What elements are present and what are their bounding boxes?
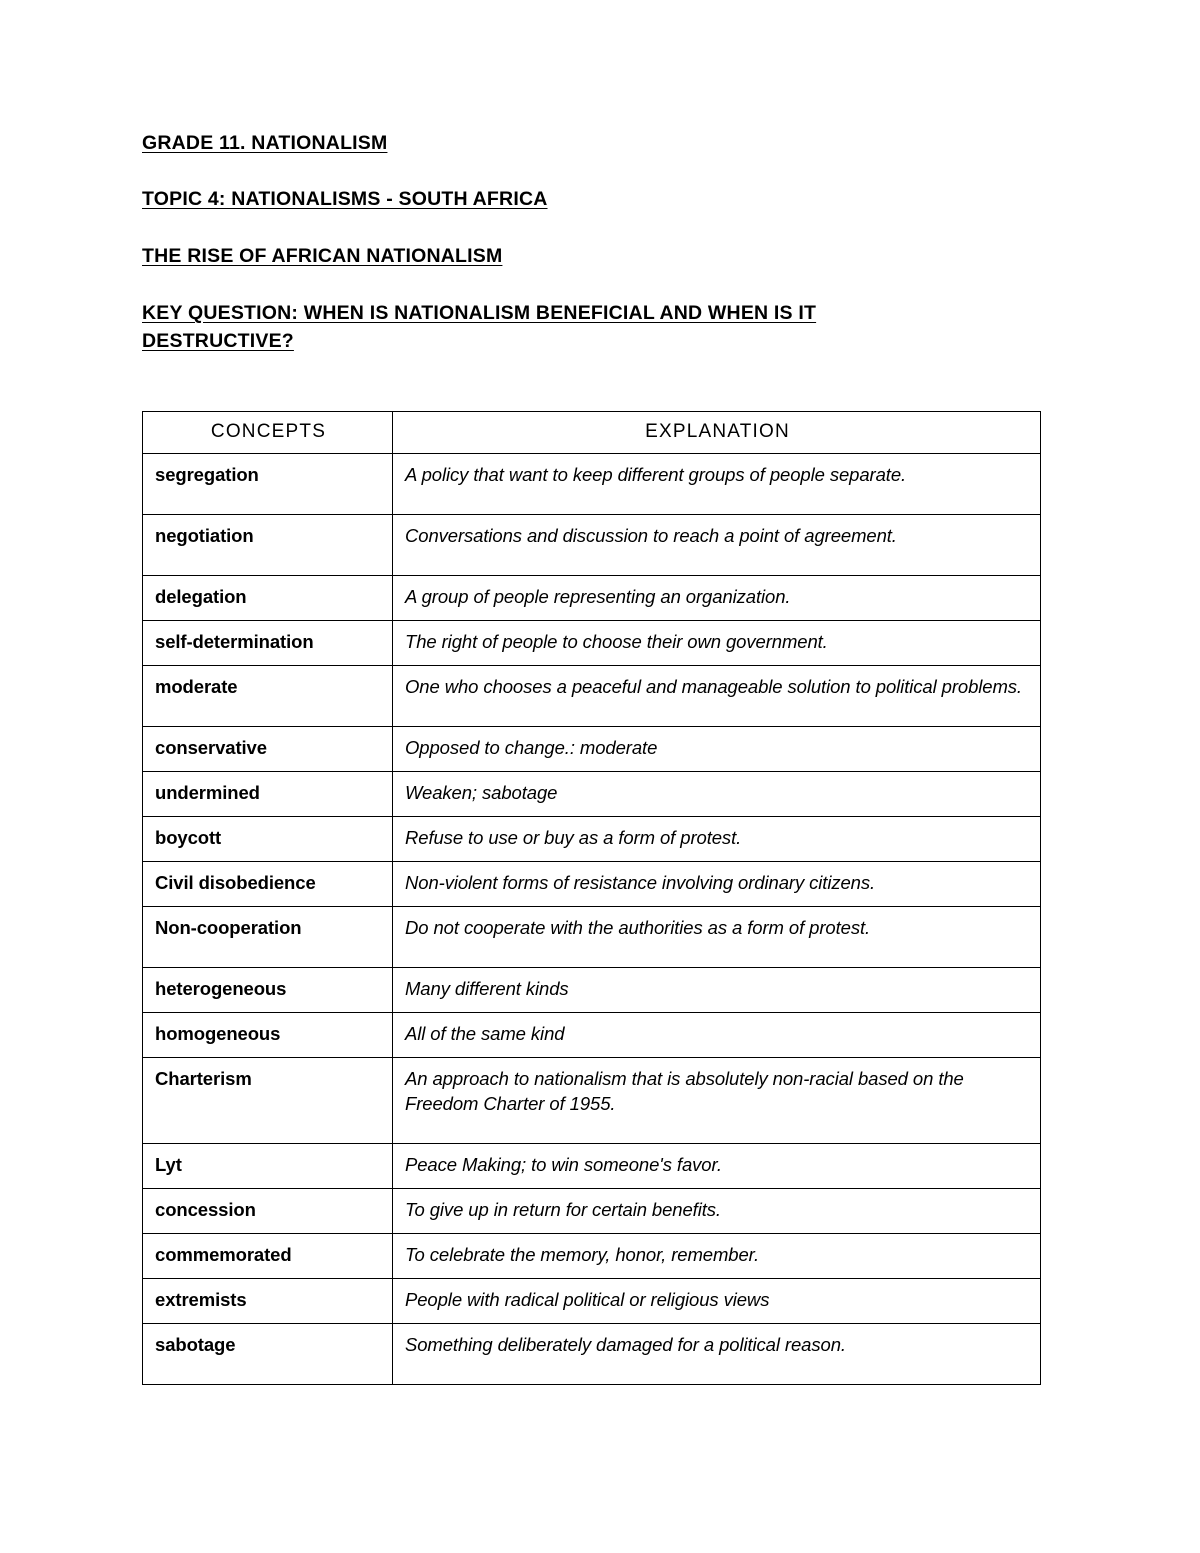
concept-term: conservative (143, 727, 393, 772)
concept-explanation: Weaken; sabotage (393, 772, 1041, 817)
concept-term: delegation (143, 576, 393, 621)
table-row (143, 454, 1041, 515)
heading-group (142, 130, 1050, 355)
concept-term: commemorated (143, 1233, 393, 1278)
concept-explanation: Many different kinds (393, 968, 1041, 1013)
table-row (143, 727, 1041, 772)
concept-explanation: Something deliberately damaged for a political reason. (393, 1323, 1041, 1384)
concept-term: sabotage (143, 1323, 393, 1384)
concept-term: heterogeneous (143, 968, 393, 1013)
concept-explanation: People with radical political or religious views (393, 1278, 1041, 1323)
concept-term: Charterism (143, 1058, 393, 1144)
column-header-explanation: EXPLANATION (393, 412, 1041, 454)
document-title-section-text: THE RISE OF AFRICAN NATIONALISM (142, 244, 503, 267)
document-title-topic (142, 186, 1050, 212)
concept-explanation: An approach to nationalism that is absolutely non-racial based on the Freedom Charter of 1955. (393, 1058, 1041, 1144)
table-row (143, 1013, 1041, 1058)
concept-explanation: Peace Making; to win someone's favor. (393, 1144, 1041, 1189)
concept-explanation: Opposed to change.: moderate (393, 727, 1041, 772)
key-question (142, 299, 962, 356)
concept-explanation: To give up in return for certain benefits. (393, 1189, 1041, 1234)
concept-term: boycott (143, 817, 393, 862)
table-row (143, 621, 1041, 666)
concept-term: homogeneous (143, 1013, 393, 1058)
concept-term: self-determination (143, 621, 393, 666)
table-row (143, 1189, 1041, 1234)
table-row (143, 1278, 1041, 1323)
document-title-grade (142, 130, 1050, 156)
concept-term: segregation (143, 454, 393, 515)
concept-explanation: Do not cooperate with the authorities as a form of protest. (393, 907, 1041, 968)
document-title-grade-text: GRADE 11. NATIONALISM (142, 132, 388, 154)
concept-term: Lyt (143, 1144, 393, 1189)
table-row (143, 515, 1041, 576)
concept-term: extremists (143, 1278, 393, 1323)
concepts-table (142, 411, 1041, 1384)
concept-term: undermined (143, 772, 393, 817)
table-row (143, 576, 1041, 621)
concept-term: moderate (143, 666, 393, 727)
concept-explanation: A policy that want to keep different groups of people separate. (393, 454, 1041, 515)
table-row (143, 1233, 1041, 1278)
table-row (143, 968, 1041, 1013)
concept-explanation: One who chooses a peaceful and manageable solution to political problems. (393, 666, 1041, 727)
table-row (143, 772, 1041, 817)
concept-explanation: A group of people representing an organization. (393, 576, 1041, 621)
document-title-topic-text: TOPIC 4: NATIONALISMS - SOUTH AFRICA (142, 188, 548, 211)
table-row (143, 1144, 1041, 1189)
concept-term: concession (143, 1189, 393, 1234)
concept-explanation: The right of people to choose their own government. (393, 621, 1041, 666)
concept-explanation: Non-violent forms of resistance involving ordinary citizens. (393, 862, 1041, 907)
concept-term: negotiation (143, 515, 393, 576)
concept-explanation: Conversations and discussion to reach a point of agreement. (393, 515, 1041, 576)
key-question-text: KEY QUESTION: WHEN IS NATIONALISM BENEFICIAL AND WHEN IS IT DESTRUCTIVE? (142, 301, 817, 353)
table-row (143, 862, 1041, 907)
concept-term: Non-cooperation (143, 907, 393, 968)
concept-term: Civil disobedience (143, 862, 393, 907)
table-header-row (143, 412, 1041, 454)
concept-explanation: Refuse to use or buy as a form of protest. (393, 817, 1041, 862)
table-row (143, 1058, 1041, 1144)
document-title-section (142, 243, 1050, 269)
table-row (143, 666, 1041, 727)
table-row (143, 907, 1041, 968)
table-row (143, 1323, 1041, 1384)
concept-explanation: All of the same kind (393, 1013, 1041, 1058)
table-row (143, 817, 1041, 862)
concept-explanation: To celebrate the memory, honor, remember. (393, 1233, 1041, 1278)
column-header-concepts: CONCEPTS (143, 412, 393, 454)
